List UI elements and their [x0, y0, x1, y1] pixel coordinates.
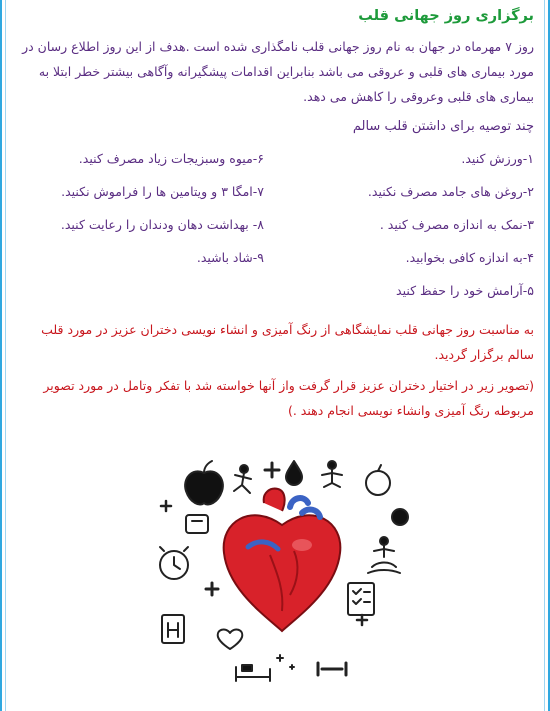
- tips-list: [20, 143, 534, 313]
- heart-health-illustration: [152, 455, 412, 700]
- dumbbell-icon: [318, 663, 346, 675]
- tip-item-4: ۴-به اندازه کافی بخوابید.: [405, 250, 534, 265]
- tip-item-9: ۹-شاد باشید.: [196, 250, 264, 265]
- anatomical-heart-icon: [224, 489, 341, 631]
- runner-icon: [234, 465, 251, 493]
- tips-heading: چند توصیه برای داشتن قلب سالم: [352, 119, 534, 134]
- apple-icon-right: [392, 509, 408, 525]
- tip-item-8: ۸- بهداشت دهان ودندان را رعایت کنید.: [60, 217, 264, 232]
- apple-icon: [185, 461, 223, 505]
- clipboard-icon: [162, 615, 184, 643]
- instruction-paragraph: (تصویر زیر در اختیار دختران عزیز قرار گرفت واز آنها خواسته شد با تفکر وتامل در مورد تصویر مربوطه رنگ آمیزی وانشاء نویسی انجام دهند .): [43, 378, 534, 418]
- fruit-icon: [366, 465, 390, 495]
- tip-item-1: ۱-ورزش کنید.: [461, 151, 534, 166]
- scale-icon: [186, 515, 208, 533]
- intro-paragraph: روز ۷ مهرماه در جهان به نام روز جهانی قلب نامگذاری شده است .هدف از این روز اطلاع رسان در مورد بیماری های قلبی و عروقی می باشد بنابراین اقدامات پیشگیرانه وآگاهی بیشتر خطر ابتلا به بیماری های قلبی وعروقی را کاهش می دهد.: [22, 39, 534, 104]
- bed-icon: [236, 665, 270, 681]
- tip-item-3: ۳-نمک به اندازه مصرف کنید .: [379, 217, 534, 232]
- plus-small-icon: [161, 501, 171, 511]
- yoga-icon: [322, 461, 342, 487]
- drop-icon: [286, 461, 302, 485]
- sparkle-icon: [277, 655, 294, 669]
- checklist-icon: [348, 583, 374, 615]
- meditation-icon: [368, 537, 400, 573]
- page-title: برگزاری روز جهانی قلب: [358, 8, 534, 24]
- plus-icon-right: [357, 615, 367, 625]
- small-heart-icon: [218, 630, 243, 649]
- exhibition-paragraph: به مناسبت روز جهانی قلب نمایشگاهی از رنگ آمیزی و انشاء نویسی دختران عزیز در مورد قلب سالم برگزار گردید.: [41, 322, 534, 362]
- clock-icon: [160, 547, 188, 579]
- plus-icon-left: [206, 583, 218, 595]
- tip-item-7: ۷-امگا ۳ و ویتامین ها را فراموش نکنید.: [61, 184, 264, 199]
- document-content: [20, 8, 534, 429]
- plus-icon: [265, 463, 279, 477]
- tip-item-6: ۶-میوه وسبزیجات زیاد مصرف کنید.: [78, 151, 264, 166]
- tip-item-5: ۵-آرامش خود را حفظ کنید: [396, 283, 534, 298]
- tip-item-2: ۲-روغن های جامد مصرف نکنید.: [367, 184, 534, 199]
